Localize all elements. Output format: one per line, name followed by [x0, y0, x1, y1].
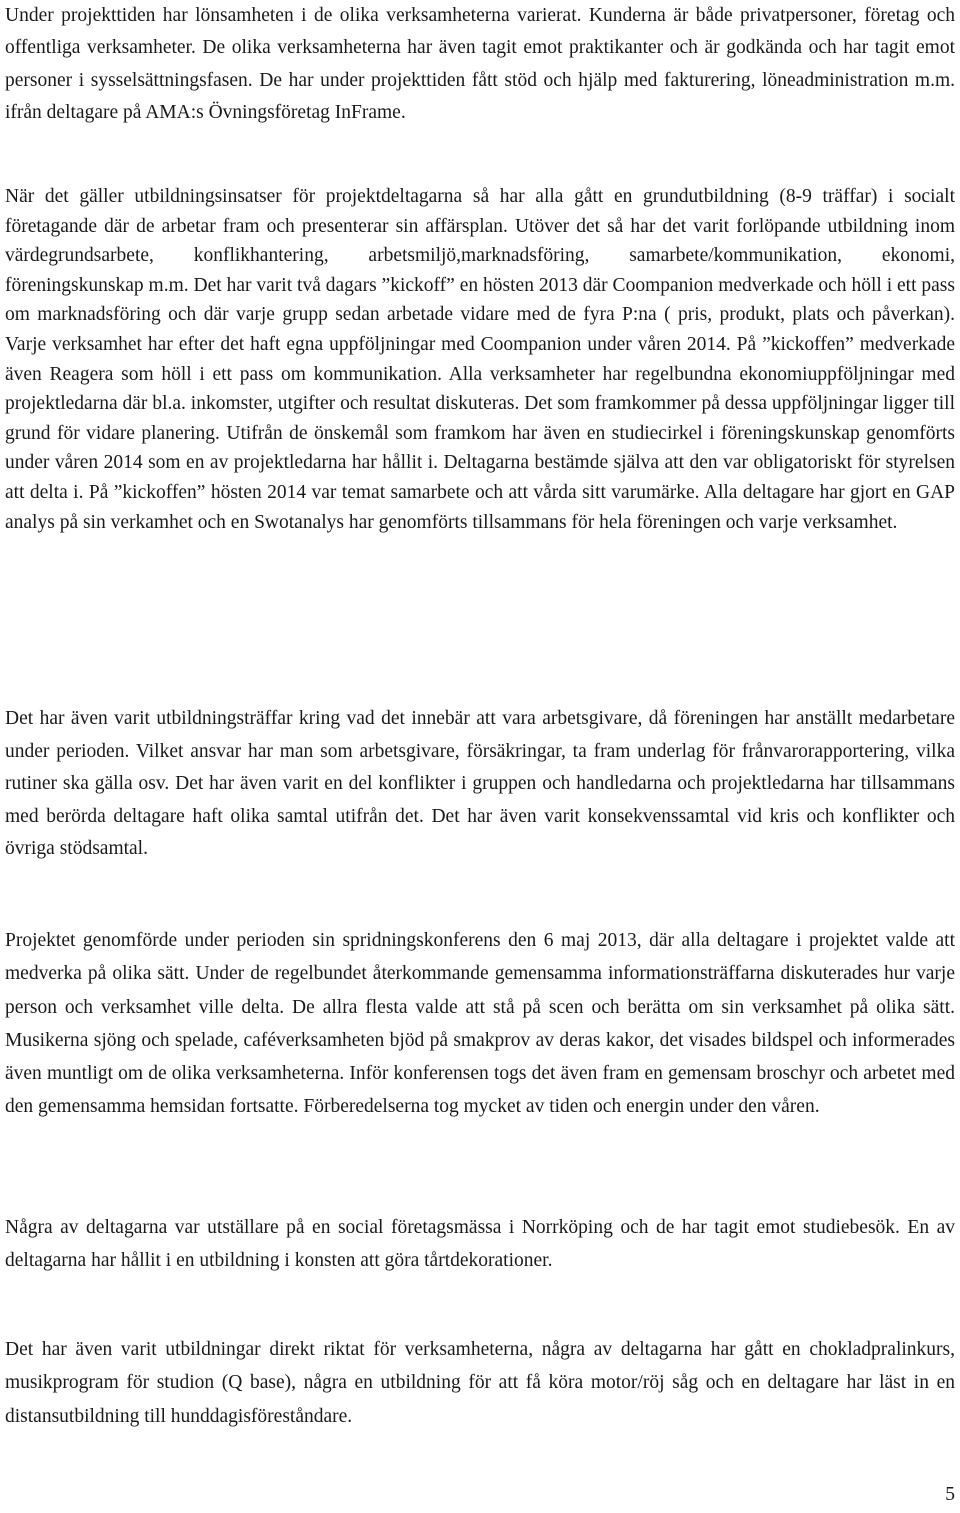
paragraph-training-efforts: När det gäller utbildningsinsatser för projektdeltagarna så har alla gått en grundutbildning (8-9 träffar) i socialt företagande där de arbetar fram och presenterar sin affärsplan. Utöver det så har det varit forlöpande utbildning inom värdegrundsarbete, konflikhantering, arbetsmiljö,marknadsföring, samarbete/kommunikation, ekonomi, föreningskunskap m.m. Det har varit två dagars ”kickoff” en hösten 2013 där Coompanion medverkade och höll i ett pass om marknadsföring och där varje grupp sedan arbetade vidare med de fyra P:na ( pris, produkt, plats och påverkan). Varje verksamhet har efter det haft egna uppföljningar med Coompanion under våren 2014. På ”kickoffen” medverkade även Reagera som höll i ett pass om kommunikation. Alla verksamheter har regelbundna ekonomiuppföljningar med projektledarna där bl.a. inkomster, utgifter och resultat diskuteras. Det som framkommer på dessa uppföljningar ligger till grund för vidare planering. Utifrån de önskemål som framkom har även en studiecirkel i föreningskunskap genomförts under våren 2014 som en av projektledarna har hållit i. Deltagarna bestämde själva att den var obligatoriskt för styrelsen att delta i. På ”kickoffen” hösten 2014 var temat samarbete och att vårda sitt varumärke. Alla deltagare har gjort en GAP analys på sin verkamhet och en Swotanalys har genomförts tillsammans för hela föreningen och varje verksamhet.	[5, 186, 955, 533]
paragraph-dissemination-conference: Projektet genomförde under perioden sin spridningskonferens den 6 maj 2013, där alla deltagare i projektet valde att medverka på olika sätt. Under de regelbundet återkommande gemensamma informationsträffarna diskuterades hur varje person och verksamhet ville delta. De allra flesta valde att stå på scen och berätta om sin verksamhet på olika sätt. Musikerna sjöng och spelade, caféverksamheten bjöd på smakprov av deras kakor, det visades bildspel och informerades även muntligt om de olika verksamheterna. Inför konferensen togs det även fram en gemensam broschyr och arbetet med den gemensamma hemsidan fortsatte. Förberedelserna tog mycket av tiden och energin under den våren.	[5, 930, 955, 1118]
page-number: 5	[945, 1484, 955, 1505]
paragraph-employer-training: Det har även varit utbildningsträffar kring vad det innebär att vara arbetsgivare, då föreningen har anställt medarbetare under perioden. Vilket ansvar har man som arbetsgivare, försäkringar, ta fram underlag för frånvarorapportering, vilka rutiner ska gälla osv. Det har även varit en del konflikter i gruppen och handledarna och projektledarna har tillsammans med berörda deltagare haft olika samtal utifrån det. Det har även varit konsekvenssamtal vid kris och konflikter och övriga stödsamtal.	[5, 708, 955, 860]
paragraph-direct-training: Det har även varit utbildningar direkt riktat för verksamheterna, några av deltagarna har gått en chokladpralinkurs, musikprogram för studion (Q base), några en utbildning för att få köra motor/röj såg och en deltagare har läst in en distansutbildning till hunddagisföreståndare.	[5, 1339, 955, 1427]
paragraph-profitability: Under projekttiden har lönsamheten i de olika verksamheterna varierat. Kunderna är både privatpersoner, företag och offentliga verksamheter. De olika verksamheterna har även tagit emot praktikanter och är godkända och har tagit emot personer i sysselsättningsfasen. De har under projekttiden fått stöd och hjälp med fakturering, löneadministration m.m. ifrån deltagare på AMA:s Övningsföretag InFrame.	[5, 5, 955, 124]
paragraph-trade-fair: Några av deltagarna var utställare på en social företagsmässa i Norrköping och de har tagit emot studiebesök. En av deltagarna har hållit i en utbildning i konsten att göra tårtdekorationer.	[5, 1217, 955, 1272]
